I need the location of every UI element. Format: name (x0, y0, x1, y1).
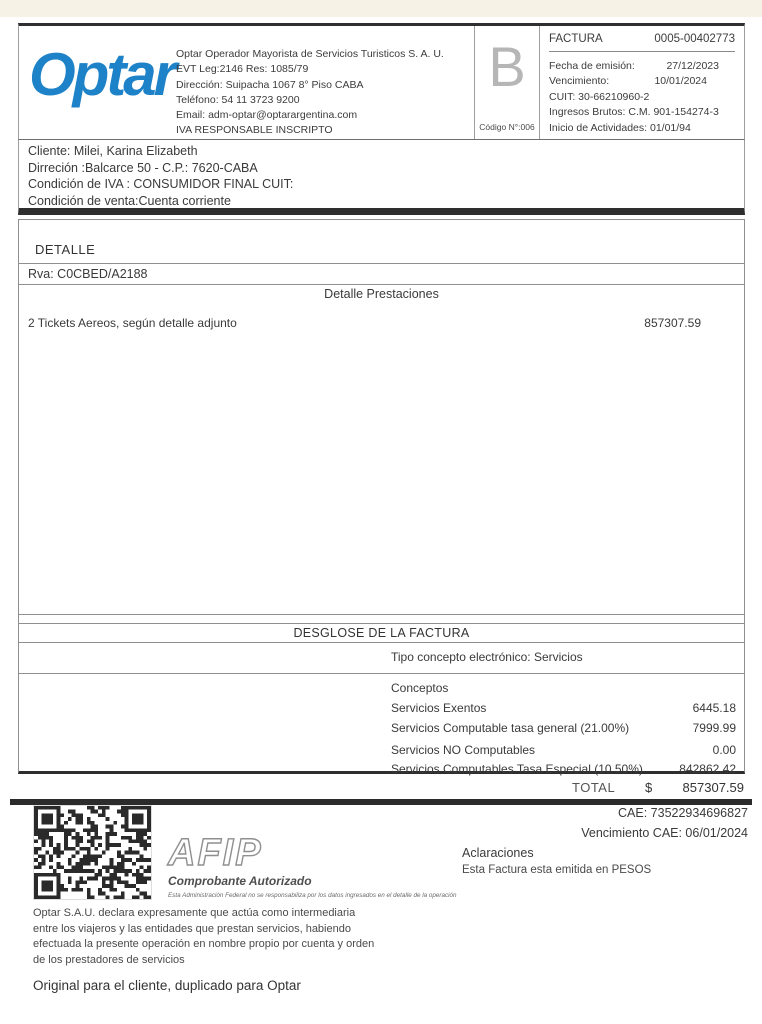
divider (19, 263, 744, 264)
currency-symbol: $ (645, 780, 653, 795)
afip-fine-print: Esta Administración Federal no se responsabiliza por los datos ingresados en el detalle de la operación (168, 892, 457, 899)
divider (19, 642, 744, 643)
invoice-type-letter: B (488, 35, 526, 98)
client-info (18, 140, 745, 215)
company-evt: EVT Leg:2146 Res: 1085/79 (176, 63, 309, 76)
clarifications-label: Aclaraciones (462, 846, 534, 860)
divider (19, 623, 744, 624)
company-info (176, 47, 476, 139)
client-sale-condition: Condición de venta:Cuenta corriente (28, 193, 231, 208)
total-label: TOTAL (572, 780, 616, 795)
invoice-title: FACTURA (549, 33, 603, 45)
detail-box (18, 219, 745, 774)
breakdown-row-label: Servicios NO Computables (391, 743, 536, 757)
due-date-label: Vencimiento: (549, 75, 610, 88)
due-date-value: 10/01/2024 (654, 75, 707, 88)
company-phone: Teléfono: 54 11 3723 9200 (176, 93, 300, 106)
breakdown-row-amount: 6445.18 (692, 701, 736, 715)
breakdown-row-amount: 7999.99 (692, 721, 736, 735)
breakdown-row-amount: 842862.42 (679, 762, 736, 776)
copy-note: Original para el cliente, duplicado para Optar (33, 978, 301, 993)
breakdown-row (391, 701, 736, 715)
scan-artifact-band (0, 0, 762, 17)
total-amount: 857307.59 (682, 780, 744, 795)
reservation-code: Rva: C0CBED/A2188 (28, 267, 148, 281)
breakdown-row (391, 743, 736, 757)
breakdown-title: DESGLOSE DE LA FACTURA (293, 626, 470, 640)
concept-type: Tipo concepto electrónico: Servicios (391, 650, 583, 664)
authorized-label: Comprobante Autorizado (168, 874, 312, 888)
emission-date-value: 27/12/2023 (666, 60, 719, 72)
header (18, 23, 745, 140)
intermediary-disclaimer: Optar S.A.U. declara expresamente que actúa como intermediaria entre los viajeros y las entidades que prestan servicios, habiendo efectuada la presente operación en nombre propio por cuenta y orden de los prestadores de servicios (33, 907, 375, 966)
afip-logo-text: AFIP (168, 832, 263, 874)
cae-number: CAE: 73522934696827 (618, 806, 748, 820)
company-name: Optar Operador Mayorista de Servicios Turisticos S. A. U. (176, 48, 444, 60)
optar-logo: Optar (29, 41, 175, 108)
client-name: Cliente: Milei, Karina Elizabeth (28, 144, 198, 158)
breakdown-row-label: Servicios Exentos (391, 701, 487, 715)
company-email: Email: adm-optar@optarargentina.com (176, 109, 358, 122)
detail-subtitle: Detalle Prestaciones (324, 287, 439, 301)
breakdown-row-label: Servicios Computables Tasa Especial (10.50%) (391, 762, 643, 776)
emission-date-label: Fecha de emisión: (549, 60, 635, 72)
concepts-label: Conceptos (391, 681, 449, 695)
invoice-type-box (475, 26, 539, 139)
client-address: Dirreción :Balcarce 50 - C.P.: 7620-CABA (28, 160, 258, 175)
breakdown-row-label: Servicios Computable tasa general (21.00%) (391, 721, 630, 735)
qr-code (33, 805, 152, 900)
invoice-meta (540, 26, 744, 139)
breakdown-row (391, 721, 736, 735)
divider (19, 284, 744, 285)
company-cuit: CUIT: 30-66210960-2 (549, 90, 650, 103)
currency-note: Esta Factura esta emitida en PESOS (462, 864, 652, 876)
line-item-amount: 857307.59 (644, 316, 701, 330)
detail-title: DETALLE (35, 242, 96, 257)
cae-due-date: Vencimiento CAE: 06/01/2024 (581, 826, 748, 840)
divider (19, 673, 744, 674)
divider (19, 614, 744, 615)
breakdown-row-amount: 0.00 (712, 743, 736, 757)
company-address: Dirección: Suipacha 1067 8° Piso CABA (176, 78, 364, 91)
invoice-number: 0005-00402773 (654, 33, 735, 45)
company-iva-status: IVA RESPONSABLE INSCRIPTO (176, 124, 333, 137)
total-row (18, 780, 745, 798)
client-iva-condition: Condición de IVA : CONSUMIDOR FINAL CUIT: (28, 177, 294, 192)
afip-logo (166, 830, 294, 874)
activity-start: Inicio de Actividades: 01/01/94 (549, 121, 691, 134)
invoice-type-code: Código N°:006 (479, 122, 535, 132)
line-item-description: 2 Tickets Aereos, según detalle adjunto (28, 316, 237, 330)
gross-income: Ingresos Brutos: C.M. 901-154274-3 (549, 106, 719, 119)
breakdown-row (391, 762, 736, 776)
